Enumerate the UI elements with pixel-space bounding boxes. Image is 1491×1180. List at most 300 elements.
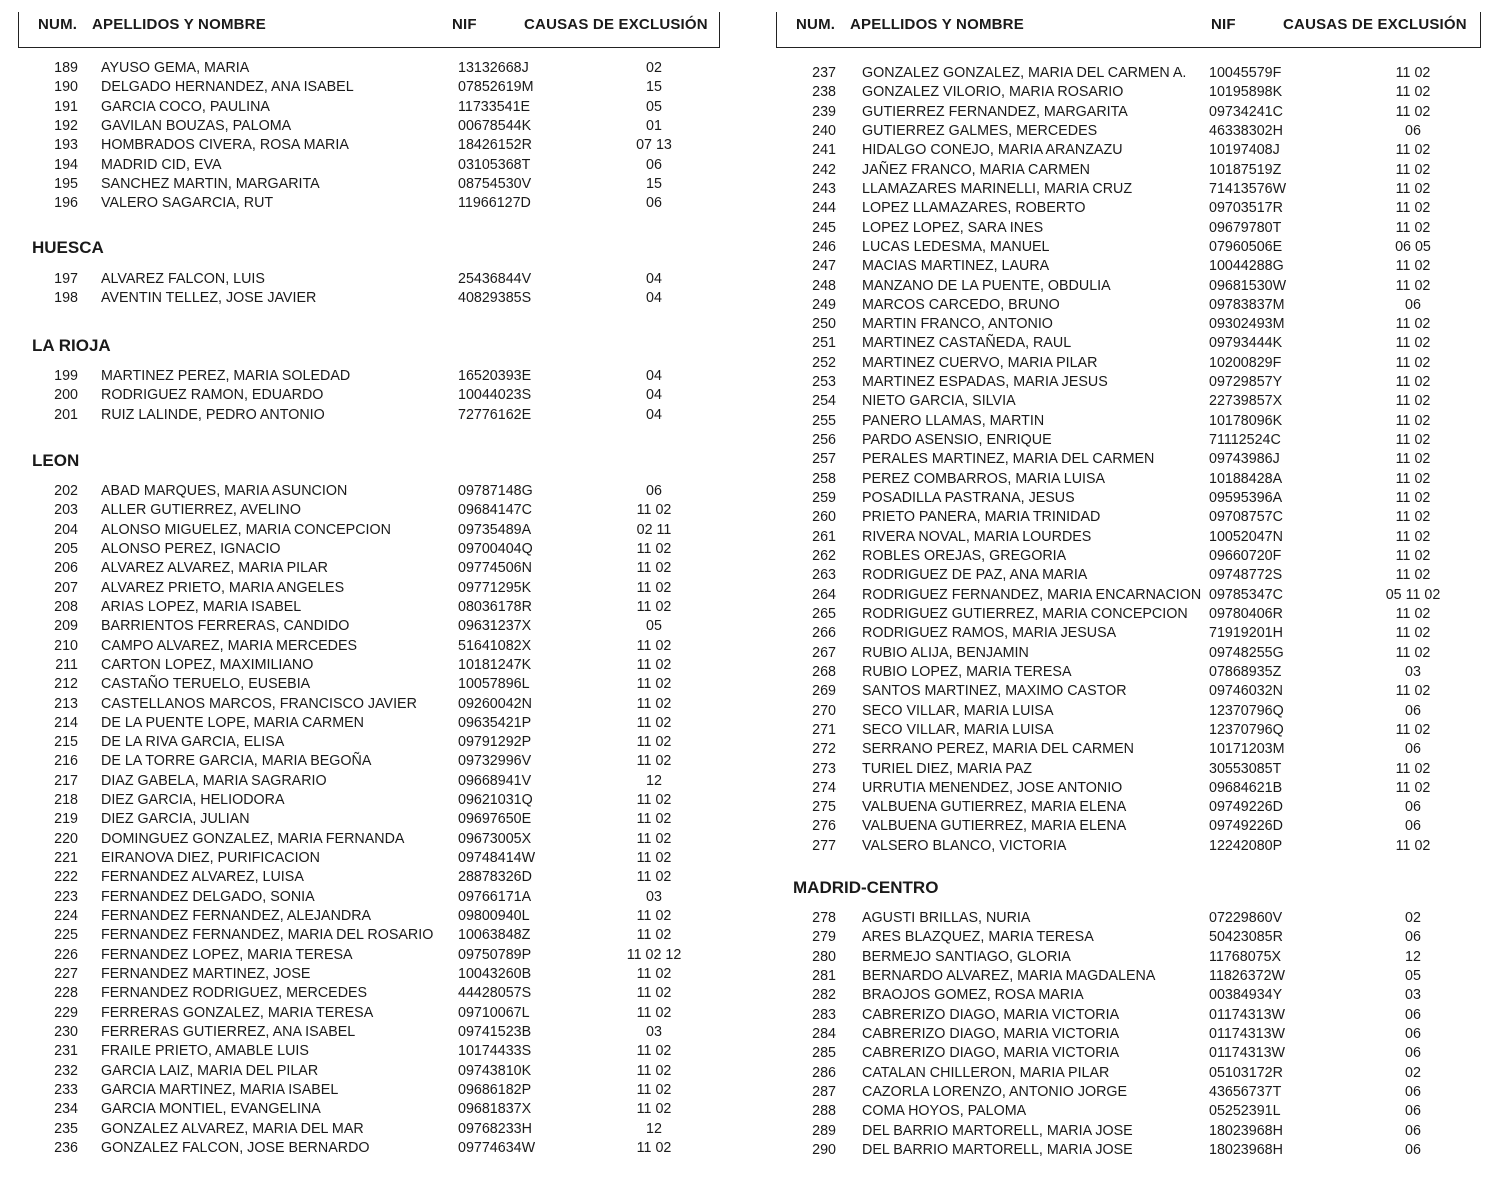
- row-number: 258: [812, 470, 836, 487]
- row-causa: 11 02: [1395, 644, 1431, 661]
- row-nif: 71919201H: [1209, 625, 1283, 642]
- row-number: 195: [54, 175, 78, 192]
- row-name: GONZALEZ VILORIO, MARIA ROSARIO: [862, 84, 1124, 101]
- table-row: [776, 392, 1481, 411]
- row-causa: 04: [646, 387, 662, 404]
- row-nif: 44428057S: [458, 985, 532, 1002]
- table-row: [18, 175, 720, 194]
- table-row: [776, 740, 1481, 759]
- row-causa: 05: [1405, 967, 1421, 984]
- row-nif: 09766171A: [458, 888, 532, 905]
- row-causa: 06: [1405, 122, 1421, 139]
- row-number: 259: [812, 490, 836, 507]
- table-header: [18, 12, 720, 48]
- header-causas: CAUSAS DE EXCLUSIÓN: [1283, 16, 1467, 33]
- row-nif: 09734241C: [1209, 103, 1283, 120]
- row-number: 278: [812, 910, 836, 926]
- table-row: [18, 136, 720, 155]
- row-causa: 11 02: [1395, 84, 1431, 101]
- table-row: [18, 791, 720, 810]
- table-row: [18, 849, 720, 868]
- row-nif: 09700404Q: [458, 540, 533, 557]
- row-nif: 09684147C: [458, 502, 532, 519]
- row-number: 273: [812, 760, 836, 777]
- row-causa: 11 02: [1395, 161, 1431, 178]
- table-row: [776, 605, 1481, 624]
- table-row: [18, 1139, 720, 1158]
- row-nif: 40829385S: [458, 290, 532, 307]
- row-name: ALONSO MIGUELEZ, MARIA CONCEPCION: [101, 521, 391, 538]
- row-causa: 11 02: [636, 598, 672, 615]
- row-name: FERRERAS GUTIERREZ, ANA ISABEL: [101, 1023, 356, 1040]
- row-nif: 22739857X: [1209, 393, 1283, 410]
- row-number: 265: [812, 605, 836, 622]
- row-nif: 09750789P: [458, 946, 532, 963]
- row-nif: 09686182P: [458, 1081, 532, 1098]
- table-row: [776, 760, 1481, 779]
- row-name: FERNANDEZ RODRIGUEZ, MERCEDES: [101, 985, 368, 1002]
- table-row: [776, 837, 1481, 856]
- row-causa: 11 02: [1395, 180, 1431, 197]
- table-row: [776, 798, 1481, 817]
- row-name: RODRIGUEZ RAMON, EDUARDO: [101, 387, 324, 404]
- row-name: NIETO GARCIA, SILVIA: [862, 393, 1016, 410]
- table-row: [776, 721, 1481, 740]
- row-number: 241: [812, 142, 836, 159]
- row-number: 214: [54, 714, 78, 731]
- row-number: 277: [812, 837, 836, 854]
- row-causa: 11 02: [636, 676, 672, 693]
- row-causa: 06: [1405, 296, 1421, 313]
- row-causa: 11 02: [1395, 65, 1431, 81]
- header-nif: NIF: [1211, 16, 1236, 33]
- row-causa: 06: [1405, 818, 1421, 835]
- row-nif: 09708757C: [1209, 509, 1283, 526]
- row-causa: 11 02: [636, 985, 672, 1002]
- row-nif: 09774634W: [458, 1139, 536, 1156]
- row-causa: 11 02: [1395, 470, 1431, 487]
- row-nif: 09631237X: [458, 618, 532, 635]
- row-causa: 04: [646, 368, 662, 384]
- row-number: 248: [812, 277, 836, 294]
- table-row: [18, 965, 720, 984]
- row-causa: 12: [646, 772, 662, 789]
- table-row: [776, 103, 1481, 122]
- row-number: 228: [54, 985, 78, 1002]
- row-nif: 11826372W: [1209, 967, 1286, 984]
- table-row: [18, 386, 720, 405]
- table-row: [18, 1081, 720, 1100]
- row-nif: 10043260B: [458, 966, 532, 982]
- row-number: 257: [812, 451, 836, 468]
- row-number: 206: [54, 560, 78, 577]
- row-number: 227: [54, 966, 78, 982]
- row-name: LOPEZ LOPEZ, SARA INES: [862, 219, 1044, 236]
- row-causa: 11 02: [636, 734, 672, 751]
- row-name: SANCHEZ MARTIN, MARGARITA: [101, 175, 320, 192]
- table-row: [776, 489, 1481, 508]
- table-row: [18, 695, 720, 714]
- row-causa: 11 02: [636, 1139, 672, 1156]
- row-nif: 71112524C: [1209, 432, 1281, 449]
- row-causa: 11 02: [1395, 548, 1431, 564]
- row-causa: 01: [646, 117, 662, 134]
- table-row: [776, 1122, 1481, 1141]
- row-number: 266: [812, 625, 836, 642]
- row-nif: 10057896L: [458, 676, 530, 693]
- table-row: [18, 367, 720, 386]
- row-number: 207: [54, 579, 78, 596]
- table-row: [776, 682, 1481, 701]
- header-num: NUM.: [38, 16, 78, 33]
- row-name: MARTINEZ CUERVO, MARIA PILAR: [862, 354, 1098, 371]
- row-causa: 11 02: [1395, 567, 1431, 584]
- table-row: [18, 1023, 720, 1042]
- row-number: 215: [54, 734, 78, 751]
- row-number: 268: [812, 663, 836, 680]
- row-name: FERNANDEZ ALVAREZ, LUISA: [101, 869, 304, 886]
- row-name: HOMBRADOS CIVERA, ROSA MARIA: [101, 137, 349, 154]
- row-nif: 09673005X: [458, 830, 532, 847]
- row-nif: 09729857Y: [1209, 374, 1283, 391]
- table-row: [776, 64, 1481, 83]
- row-nif: 05103172R: [1209, 1064, 1283, 1081]
- row-causa: 11 02: [636, 1081, 672, 1098]
- row-causa: 12: [646, 1120, 662, 1137]
- row-nif: 25436844V: [458, 271, 532, 287]
- table-row: [776, 948, 1481, 967]
- table-row: [776, 817, 1481, 836]
- row-name: GARCIA LAIZ, MARIA DEL PILAR: [101, 1062, 319, 1079]
- row-name: FERNANDEZ FERNANDEZ, ALEJANDRA: [101, 908, 372, 925]
- row-causa: 11 02 12: [626, 946, 682, 963]
- row-nif: 07229860V: [1209, 910, 1283, 926]
- row-causa: 02: [646, 60, 662, 76]
- row-number: 281: [812, 967, 836, 984]
- row-causa: 11 02: [1395, 412, 1431, 429]
- row-number: 285: [812, 1045, 836, 1062]
- row-nif: 09746032N: [1209, 683, 1283, 700]
- row-causa: 11 02: [636, 637, 672, 654]
- row-name: VALBUENA GUTIERREZ, MARIA ELENA: [862, 799, 1127, 816]
- row-nif: 09783837M: [1209, 296, 1285, 313]
- row-nif: 09260042N: [458, 695, 532, 712]
- row-name: EIRANOVA DIEZ, PURIFICACION: [101, 850, 320, 867]
- row-name: AVENTIN TELLEZ, JOSE JAVIER: [101, 290, 317, 307]
- row-nif: 10187519Z: [1209, 161, 1282, 178]
- row-number: 209: [54, 618, 78, 635]
- row-causa: 11 02: [1395, 103, 1431, 120]
- row-number: 196: [54, 195, 78, 212]
- row-nif: 10174433S: [458, 1043, 532, 1060]
- row-number: 242: [812, 161, 836, 178]
- row-causa: 11 02: [636, 811, 672, 828]
- row-nif: 10178096K: [1209, 412, 1283, 429]
- row-causa: 11 02: [1395, 779, 1431, 796]
- row-causa: 11 02: [636, 966, 672, 982]
- table-row: [776, 277, 1481, 296]
- row-name: FERNANDEZ FERNANDEZ, MARIA DEL ROSARIO: [101, 927, 434, 944]
- row-causa: 11 02: [1395, 316, 1431, 333]
- table-row: [776, 219, 1481, 238]
- row-causa: 11 02: [1395, 721, 1431, 738]
- row-name: SANTOS MARTINEZ, MAXIMO CASTOR: [862, 683, 1127, 700]
- table-row: [18, 98, 720, 117]
- row-number: 243: [812, 180, 836, 197]
- row-causa: 06 05: [1395, 238, 1431, 255]
- row-causa: 11 02: [1395, 142, 1431, 159]
- row-causa: 11 02: [1395, 451, 1431, 468]
- row-causa: 11 02: [1395, 219, 1431, 236]
- row-number: 282: [812, 987, 836, 1004]
- table-row: [18, 907, 720, 926]
- table-row: [776, 257, 1481, 276]
- row-name: DOMINGUEZ GONZALEZ, MARIA FERNANDA: [101, 830, 405, 847]
- row-number: 212: [54, 676, 78, 693]
- row-causa: 02: [1405, 910, 1421, 926]
- table-row: [18, 714, 720, 733]
- row-name: PERALES MARTINEZ, MARIA DEL CARMEN: [862, 451, 1155, 468]
- row-causa: 06: [1405, 1122, 1421, 1139]
- row-name: DIEZ GARCIA, JULIAN: [101, 811, 250, 828]
- row-number: 289: [812, 1122, 836, 1139]
- table-row: [18, 1120, 720, 1139]
- table-row: [18, 117, 720, 136]
- row-number: 199: [54, 368, 78, 384]
- row-nif: 10044288G: [1209, 258, 1284, 275]
- row-causa: 06: [1405, 741, 1421, 758]
- row-number: 245: [812, 219, 836, 236]
- table-row: [18, 733, 720, 752]
- row-nif: 09710067L: [458, 1004, 530, 1021]
- row-name: BERMEJO SANTIAGO, GLORIA: [862, 948, 1071, 965]
- row-name: GARCIA COCO, PAULINA: [101, 98, 270, 115]
- row-number: 232: [54, 1062, 78, 1079]
- row-number: 283: [812, 1006, 836, 1023]
- row-nif: 09743810K: [458, 1062, 532, 1079]
- row-number: 290: [812, 1141, 836, 1158]
- row-nif: 09697650E: [458, 811, 532, 828]
- row-causa: 06: [1405, 1103, 1421, 1120]
- row-number: 220: [54, 830, 78, 847]
- row-causa: 11 02: [1395, 258, 1431, 275]
- row-name: GUTIERREZ FERNANDEZ, MARGARITA: [862, 103, 1128, 120]
- header-num: NUM.: [796, 16, 836, 33]
- row-nif: 09771295K: [458, 579, 532, 596]
- table-row: [776, 122, 1481, 141]
- row-number: 216: [54, 753, 78, 770]
- row-causa: 11 02: [636, 850, 672, 867]
- row-name: RIVERA NOVAL, MARIA LOURDES: [862, 528, 1092, 545]
- row-name: POSADILLA PASTRANA, JESUS: [862, 490, 1075, 507]
- table-row: [18, 482, 720, 501]
- row-name: MARTINEZ PEREZ, MARIA SOLEDAD: [101, 368, 351, 384]
- row-name: RODRIGUEZ GUTIERREZ, MARIA CONCEPCION: [862, 605, 1188, 622]
- table-row: [776, 238, 1481, 257]
- row-causa: 04: [646, 271, 662, 287]
- row-number: 269: [812, 683, 836, 700]
- row-name: MARTINEZ CASTAÑEDA, RAUL: [862, 335, 1072, 352]
- row-nif: 07960506E: [1209, 238, 1283, 255]
- table-row: [18, 598, 720, 617]
- row-name: HIDALGO CONEJO, MARIA ARANZAZU: [862, 142, 1123, 159]
- table-row: [776, 986, 1481, 1005]
- row-nif: 09681530W: [1209, 277, 1287, 294]
- row-number: 252: [812, 354, 836, 371]
- row-name: RUBIO ALIJA, BENJAMIN: [862, 644, 1029, 661]
- table-row: [776, 644, 1481, 663]
- row-number: 234: [54, 1101, 78, 1118]
- table-row: [776, 1083, 1481, 1102]
- row-name: RODRIGUEZ FERNANDEZ, MARIA ENCARNACION: [862, 586, 1202, 603]
- row-nif: 10181247K: [458, 656, 532, 673]
- row-name: ALONSO PEREZ, IGNACIO: [101, 540, 281, 557]
- row-causa: 11 02: [636, 714, 672, 731]
- row-nif: 46338302H: [1209, 122, 1283, 139]
- table-row: [18, 78, 720, 97]
- row-number: 192: [54, 117, 78, 134]
- header-nif: NIF: [452, 16, 477, 33]
- row-number: 202: [54, 483, 78, 499]
- row-nif: 09703517R: [1209, 200, 1283, 217]
- row-name: RODRIGUEZ DE PAZ, ANA MARIA: [862, 567, 1088, 584]
- row-number: 224: [54, 908, 78, 925]
- table-row: [776, 199, 1481, 218]
- row-number: 253: [812, 374, 836, 391]
- row-number: 226: [54, 946, 78, 963]
- row-number: 203: [54, 502, 78, 519]
- row-causa: 11 02: [636, 1004, 672, 1021]
- row-causa: 02: [1405, 1064, 1421, 1081]
- row-nif: 11768075X: [1209, 948, 1282, 965]
- row-nif: 10195898K: [1209, 84, 1283, 101]
- row-nif: 12242080P: [1209, 837, 1283, 854]
- row-name: ALVAREZ FALCON, LUIS: [101, 271, 265, 287]
- table-row: [776, 909, 1481, 928]
- row-nif: 71413576W: [1209, 180, 1287, 197]
- row-number: 221: [54, 850, 78, 867]
- table-row: [776, 1102, 1481, 1121]
- table-row: [18, 868, 720, 887]
- row-number: 231: [54, 1043, 78, 1060]
- row-causa: 11 02: [636, 792, 672, 809]
- table-row: [776, 315, 1481, 334]
- row-number: 244: [812, 200, 836, 217]
- row-nif: 09749226D: [1209, 799, 1283, 816]
- row-nif: 11733541E: [458, 98, 531, 115]
- row-name: CATALAN CHILLERON, MARIA PILAR: [862, 1064, 1110, 1081]
- row-nif: 10197408J: [1209, 142, 1280, 159]
- row-causa: 12: [1405, 948, 1421, 965]
- row-causa: 11 02: [636, 579, 672, 596]
- table-row: [776, 354, 1481, 373]
- row-name: LLAMAZARES MARINELLI, MARIA CRUZ: [862, 180, 1133, 197]
- row-causa: 07 13: [636, 137, 672, 154]
- row-name: FRAILE PRIETO, AMABLE LUIS: [101, 1043, 309, 1060]
- table-row: [18, 1100, 720, 1119]
- table-row: [18, 501, 720, 520]
- row-name: LOPEZ LLAMAZARES, ROBERTO: [862, 200, 1086, 217]
- row-nif: 12370796Q: [1209, 702, 1284, 719]
- row-number: 287: [812, 1083, 836, 1100]
- row-nif: 18023968H: [1209, 1122, 1283, 1139]
- row-number: 261: [812, 528, 836, 545]
- row-name: TURIEL DIEZ, MARIA PAZ: [862, 760, 1032, 777]
- row-number: 276: [812, 818, 836, 835]
- row-nif: 07852619M: [458, 79, 534, 96]
- table-row: [18, 637, 720, 656]
- table-row: [18, 810, 720, 829]
- row-causa: 11 02: [1395, 200, 1431, 217]
- row-number: 260: [812, 509, 836, 526]
- row-number: 198: [54, 290, 78, 307]
- row-number: 250: [812, 316, 836, 333]
- table-row: [776, 1025, 1481, 1044]
- table-row: [18, 406, 720, 425]
- row-number: 274: [812, 779, 836, 796]
- table-row: [776, 83, 1481, 102]
- table-row: [18, 270, 720, 289]
- table-row: [776, 566, 1481, 585]
- table-row: [776, 431, 1481, 450]
- row-number: 230: [54, 1023, 78, 1040]
- row-name: DIEZ GARCIA, HELIODORA: [101, 792, 285, 809]
- row-number: 222: [54, 869, 78, 886]
- table-row: [776, 779, 1481, 798]
- header-nombre: APELLIDOS Y NOMBRE: [92, 16, 266, 33]
- row-name: BRAOJOS GOMEZ, ROSA MARIA: [862, 987, 1084, 1004]
- row-nif: 43656737T: [1209, 1083, 1282, 1100]
- row-number: 235: [54, 1120, 78, 1137]
- row-causa: 04: [646, 406, 662, 423]
- table-row: [776, 508, 1481, 527]
- row-causa: 11 02: [1395, 277, 1431, 294]
- row-causa: 02 11: [636, 521, 672, 538]
- row-name: GONZALEZ FALCON, JOSE BERNARDO: [101, 1139, 370, 1156]
- row-causa: 11 02: [636, 830, 672, 847]
- table-row: [776, 296, 1481, 315]
- row-causa: 11 02: [636, 927, 672, 944]
- row-causa: 06: [1405, 1006, 1421, 1023]
- table-row: [776, 161, 1481, 180]
- table-row: [776, 528, 1481, 547]
- province-heading: MADRID-CENTRO: [793, 878, 939, 897]
- row-causa: 11 02: [636, 502, 672, 519]
- table-row: [18, 1042, 720, 1061]
- row-causa: 11 02: [1395, 605, 1431, 622]
- row-causa: 03: [646, 1023, 662, 1040]
- row-name: FERNANDEZ LOPEZ, MARIA TERESA: [101, 946, 353, 963]
- row-nif: 18426152R: [458, 137, 532, 154]
- row-nif: 09741523B: [458, 1023, 532, 1040]
- table-row: [776, 141, 1481, 160]
- row-number: 201: [54, 406, 78, 423]
- row-causa: 11 02: [1395, 393, 1431, 410]
- row-name: VALSERO BLANCO, VICTORIA: [862, 837, 1067, 854]
- row-number: 197: [54, 271, 78, 287]
- row-name: RUBIO LOPEZ, MARIA TERESA: [862, 663, 1072, 680]
- table-row: [18, 888, 720, 907]
- row-name: RODRIGUEZ RAMOS, MARIA JESUSA: [862, 625, 1117, 642]
- row-nif: 09800940L: [458, 908, 530, 925]
- province-heading: HUESCA: [32, 238, 104, 257]
- row-name: ALLER GUTIERREZ, AVELINO: [101, 502, 301, 519]
- row-causa: 06: [1405, 799, 1421, 816]
- row-number: 237: [812, 65, 836, 81]
- row-causa: 06: [646, 195, 662, 212]
- row-causa: 03: [1405, 663, 1421, 680]
- table-row: [776, 1006, 1481, 1025]
